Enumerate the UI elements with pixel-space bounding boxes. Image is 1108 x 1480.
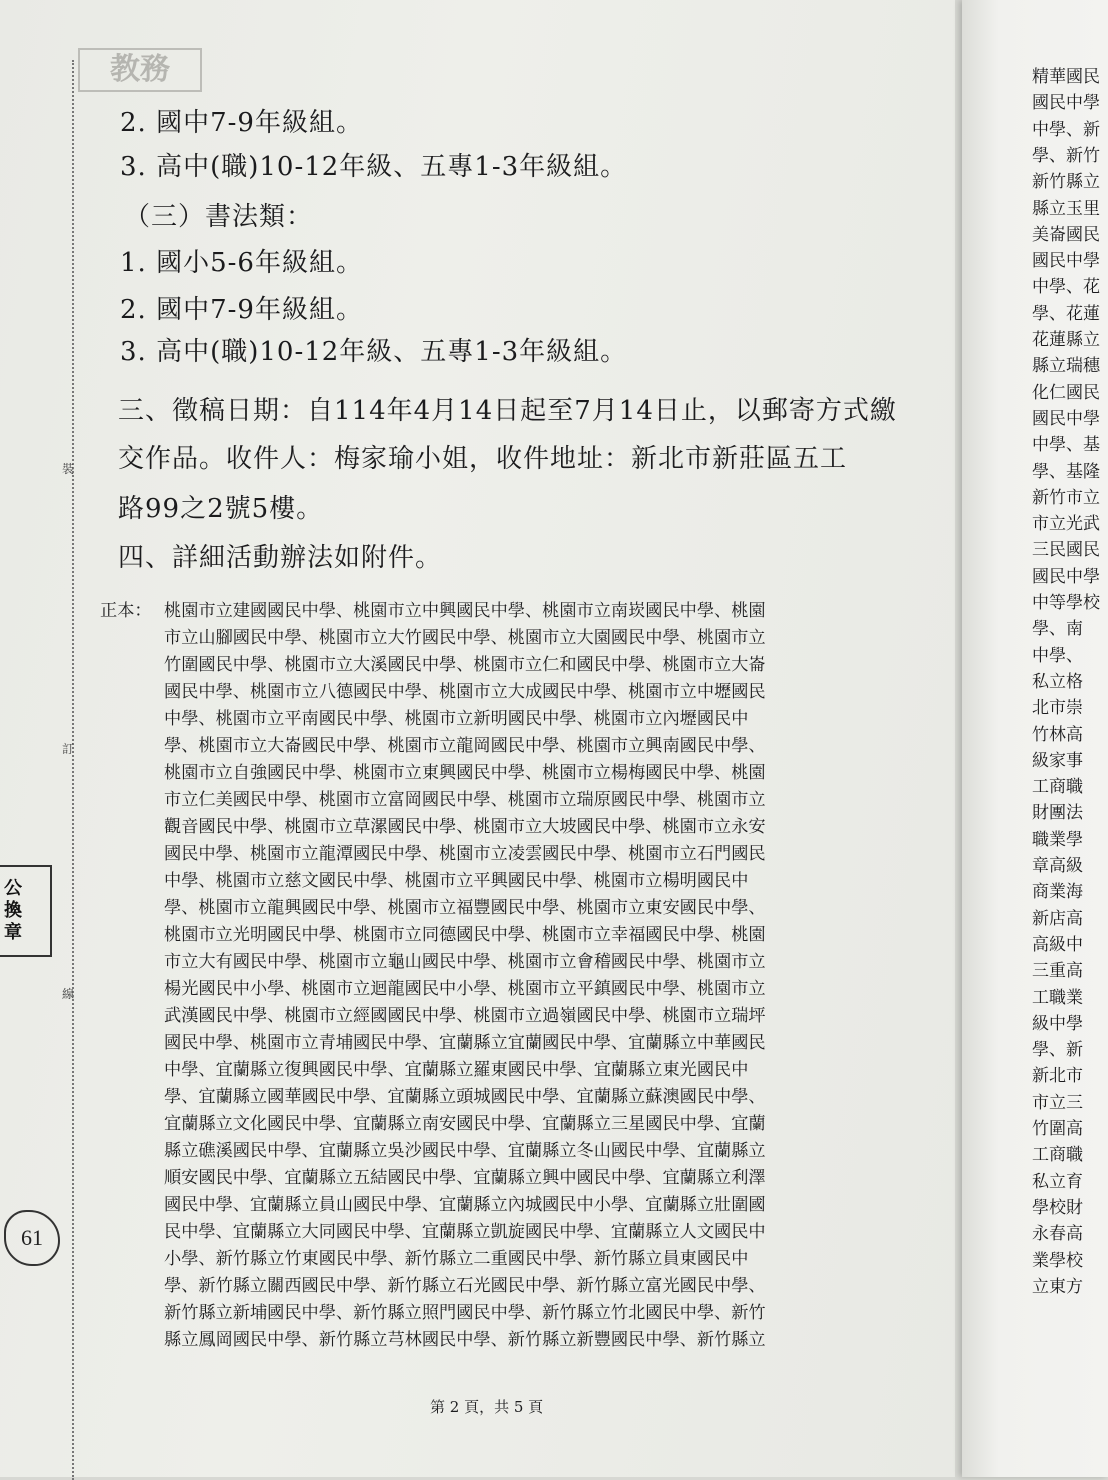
margin-label-zhuang: 裝 [62, 462, 75, 476]
next-page-line: 國民中學 [1032, 566, 1100, 587]
distribution-line: 市立仁美國民中學、桃園市立富岡國民中學、桃園市立瑞原國民中學、桃園市立 [164, 790, 766, 810]
distribution-line: 市立山腳國民中學、桃園市立大竹國民中學、桃園市立大園國民中學、桃園市立 [164, 628, 766, 648]
next-page-line: 工商職 [1032, 1145, 1083, 1166]
next-page-line: 三重高 [1032, 961, 1083, 982]
next-page-line: 私立育 [1032, 1171, 1083, 1192]
next-page-line: 工職業 [1032, 987, 1083, 1008]
next-page-line: 新北市 [1032, 1066, 1083, 1087]
distribution-line: 順安國民中學、宜蘭縣立五結國民中學、宜蘭縣立興中國民中學、宜蘭縣立利澤 [164, 1168, 766, 1188]
next-page-line: 三民國民 [1032, 540, 1100, 561]
body-line: 2. 國中7-9年級組。 [120, 108, 363, 138]
distribution-line: 學、新竹縣立關西國民中學、新竹縣立石光國民中學、新竹縣立富光國民中學、 [164, 1276, 766, 1296]
next-page-edge [962, 0, 1108, 1477]
next-page-line: 財團法 [1032, 803, 1083, 824]
distribution-line: 國民中學、桃園市立八德國民中學、桃園市立大成國民中學、桃園市立中壢國民 [164, 682, 766, 702]
distribution-line: 民中學、宜蘭縣立大同國民中學、宜蘭縣立凱旋國民中學、宜蘭縣立人文國民中 [164, 1222, 766, 1242]
next-page-line: 學、花蓮 [1032, 303, 1100, 324]
next-page-line: 美崙國民 [1032, 224, 1100, 245]
stamp-char: 換 [4, 900, 22, 921]
body-line: 1. 國小5-6年級組。 [120, 248, 363, 278]
next-page-line: 工商職 [1032, 777, 1083, 798]
next-page-line: 學、南 [1032, 619, 1083, 640]
next-page-line: 學、新 [1032, 1040, 1083, 1061]
next-page-line: 永春高 [1032, 1224, 1083, 1245]
next-page-line: 精華國民 [1032, 67, 1100, 87]
body-line: 3. 高中(職)10-12年級、五專1-3年級組。 [120, 337, 628, 367]
next-page-line: 國民中學 [1032, 93, 1100, 114]
next-page-line: 竹林高 [1032, 724, 1083, 745]
next-page-line: 商業海 [1032, 882, 1083, 903]
margin-label-xian: 線 [62, 987, 75, 1001]
next-page-line: 職業學 [1032, 829, 1083, 850]
next-page-line: 高級中 [1032, 934, 1083, 955]
body-line: 路99之2號5樓。 [118, 494, 324, 524]
stamp-char: 章 [4, 922, 22, 943]
distribution-line: 觀音國民中學、桃園市立草漯國民中學、桃園市立大坡國民中學、桃園市立永安 [164, 817, 766, 837]
next-page-line: 學校財 [1032, 1197, 1083, 1218]
next-page-line: 中學、花 [1032, 277, 1100, 298]
page-footer: 第 2 頁，共 5 頁 [430, 1398, 544, 1416]
faint-corner-stamp: 教務 [78, 48, 202, 92]
page-number-stamp: 61 [4, 1210, 60, 1266]
next-page-line: 業學校 [1032, 1250, 1083, 1271]
next-page-line: 花蓮縣立 [1032, 330, 1100, 350]
distribution-line: 國民中學、桃園市立龍潭國民中學、桃園市立凌雲國民中學、桃園市立石門國民 [164, 844, 766, 864]
next-page-line: 新店高 [1032, 908, 1083, 929]
distribution-line: 學、桃園市立大崙國民中學、桃園市立龍岡國民中學、桃園市立興南國民中學、 [164, 736, 766, 756]
distribution-line: 中學、桃園市立慈文國民中學、桃園市立平興國民中學、桃園市立楊明國民中 [164, 871, 749, 891]
distribution-line: 竹圍國民中學、桃園市立大溪國民中學、桃園市立仁和國民中學、桃園市立大崙 [164, 655, 766, 675]
distribution-line: 新竹縣立新埔國民中學、新竹縣立照門國民中學、新竹縣立竹北國民中學、新竹 [164, 1303, 766, 1323]
next-page-line: 級家事 [1032, 750, 1083, 771]
distribution-line: 桃園市立建國國民中學、桃園市立中興國民中學、桃園市立南崁國民中學、桃園 [164, 601, 766, 621]
next-page-line: 立東方 [1032, 1276, 1083, 1297]
next-page-line: 竹圍高 [1032, 1119, 1083, 1139]
body-line: 2. 國中7-9年級組。 [120, 295, 363, 325]
section-heading: （三）書法類： [124, 202, 314, 232]
next-page-line: 中學、新 [1032, 119, 1100, 140]
next-page-line: 學、新竹 [1032, 145, 1100, 166]
next-page-line: 私立格 [1032, 671, 1083, 692]
next-page-line: 中學、基 [1032, 435, 1100, 456]
next-page-line: 新竹市立 [1032, 487, 1100, 508]
distribution-line: 學、宜蘭縣立國華國民中學、宜蘭縣立頭城國民中學、宜蘭縣立蘇澳國民中學、 [164, 1087, 766, 1107]
distribution-line: 國民中學、宜蘭縣立員山國民中學、宜蘭縣立內城國民中小學、宜蘭縣立壯圍國 [164, 1195, 766, 1215]
distribution-line: 宜蘭縣立文化國民中學、宜蘭縣立南安國民中學、宜蘭縣立三星國民中學、宜蘭 [164, 1114, 766, 1134]
distribution-line: 中學、宜蘭縣立復興國民中學、宜蘭縣立羅東國民中學、宜蘭縣立東光國民中 [164, 1060, 749, 1080]
next-page-line: 國民中學 [1032, 251, 1100, 272]
distribution-label: 正本： [100, 601, 152, 621]
next-page-line: 中學、 [1032, 645, 1083, 666]
distribution-line: 桃園市立自強國民中學、桃園市立東興國民中學、桃園市立楊梅國民中學、桃園 [164, 763, 766, 783]
next-page-line: 縣立玉里 [1032, 198, 1100, 219]
distribution-line: 國民中學、桃園市立青埔國民中學、宜蘭縣立宜蘭國民中學、宜蘭縣立中華國民 [164, 1033, 766, 1053]
next-page-line: 市立三 [1032, 1092, 1083, 1113]
body-line: 四、詳細活動辦法如附件。 [118, 543, 443, 573]
distribution-line: 市立大有國民中學、桃園市立龜山國民中學、桃園市立會稽國民中學、桃園市立 [164, 952, 766, 972]
distribution-line: 縣立礁溪國民中學、宜蘭縣立吳沙國民中學、宜蘭縣立冬山國民中學、宜蘭縣立 [164, 1141, 766, 1161]
next-page-line: 新竹縣立 [1032, 172, 1100, 193]
body-line: 交作品。收件人：梅家瑜小姐，收件地址：新北市新莊區五工 [118, 444, 848, 474]
distribution-line: 小學、新竹縣立竹東國民中學、新竹縣立二重國民中學、新竹縣立員東國民中 [164, 1249, 749, 1269]
binding-dotted-line [72, 60, 74, 1480]
body-line: 3. 高中(職)10-12年級、五專1-3年級組。 [120, 152, 628, 182]
next-page-line: 級中學 [1032, 1013, 1083, 1034]
next-page-line: 縣立瑞穗 [1032, 356, 1100, 377]
distribution-line: 楊光國民中小學、桃園市立迴龍國民中小學、桃園市立平鎮國民中學、桃園市立 [164, 979, 766, 999]
distribution-line: 縣立鳳岡國民中學、新竹縣立芎林國民中學、新竹縣立新豐國民中學、新竹縣立 [164, 1330, 766, 1350]
margin-label-ding: 訂 [62, 742, 75, 756]
next-page-line: 章高級 [1032, 856, 1083, 876]
next-page-line: 學、基隆 [1032, 461, 1100, 482]
next-page-line: 國民中學 [1032, 408, 1100, 429]
distribution-line: 中學、桃園市立平南國民中學、桃園市立新明國民中學、桃園市立內壢國民中 [164, 709, 749, 729]
body-line: 三、徵稿日期：自114年4月14日起至7月14日止，以郵寄方式繳 [118, 396, 897, 426]
next-page-line: 市立光武 [1032, 514, 1100, 535]
next-page-line: 中等學校 [1032, 593, 1100, 613]
distribution-line: 武漢國民中學、桃園市立經國國民中學、桃園市立過嶺國民中學、桃園市立瑞坪 [164, 1006, 766, 1026]
seal-stamp [0, 865, 52, 957]
distribution-line: 桃園市立光明國民中學、桃園市立同德國民中學、桃園市立幸福國民中學、桃園 [164, 925, 766, 945]
next-page-line: 北市崇 [1032, 698, 1083, 719]
next-page-line: 化仁國民 [1032, 382, 1100, 403]
stamp-char: 公 [4, 878, 22, 899]
distribution-line: 學、桃園市立龍興國民中學、桃園市立福豐國民中學、桃園市立東安國民中學、 [164, 898, 766, 918]
